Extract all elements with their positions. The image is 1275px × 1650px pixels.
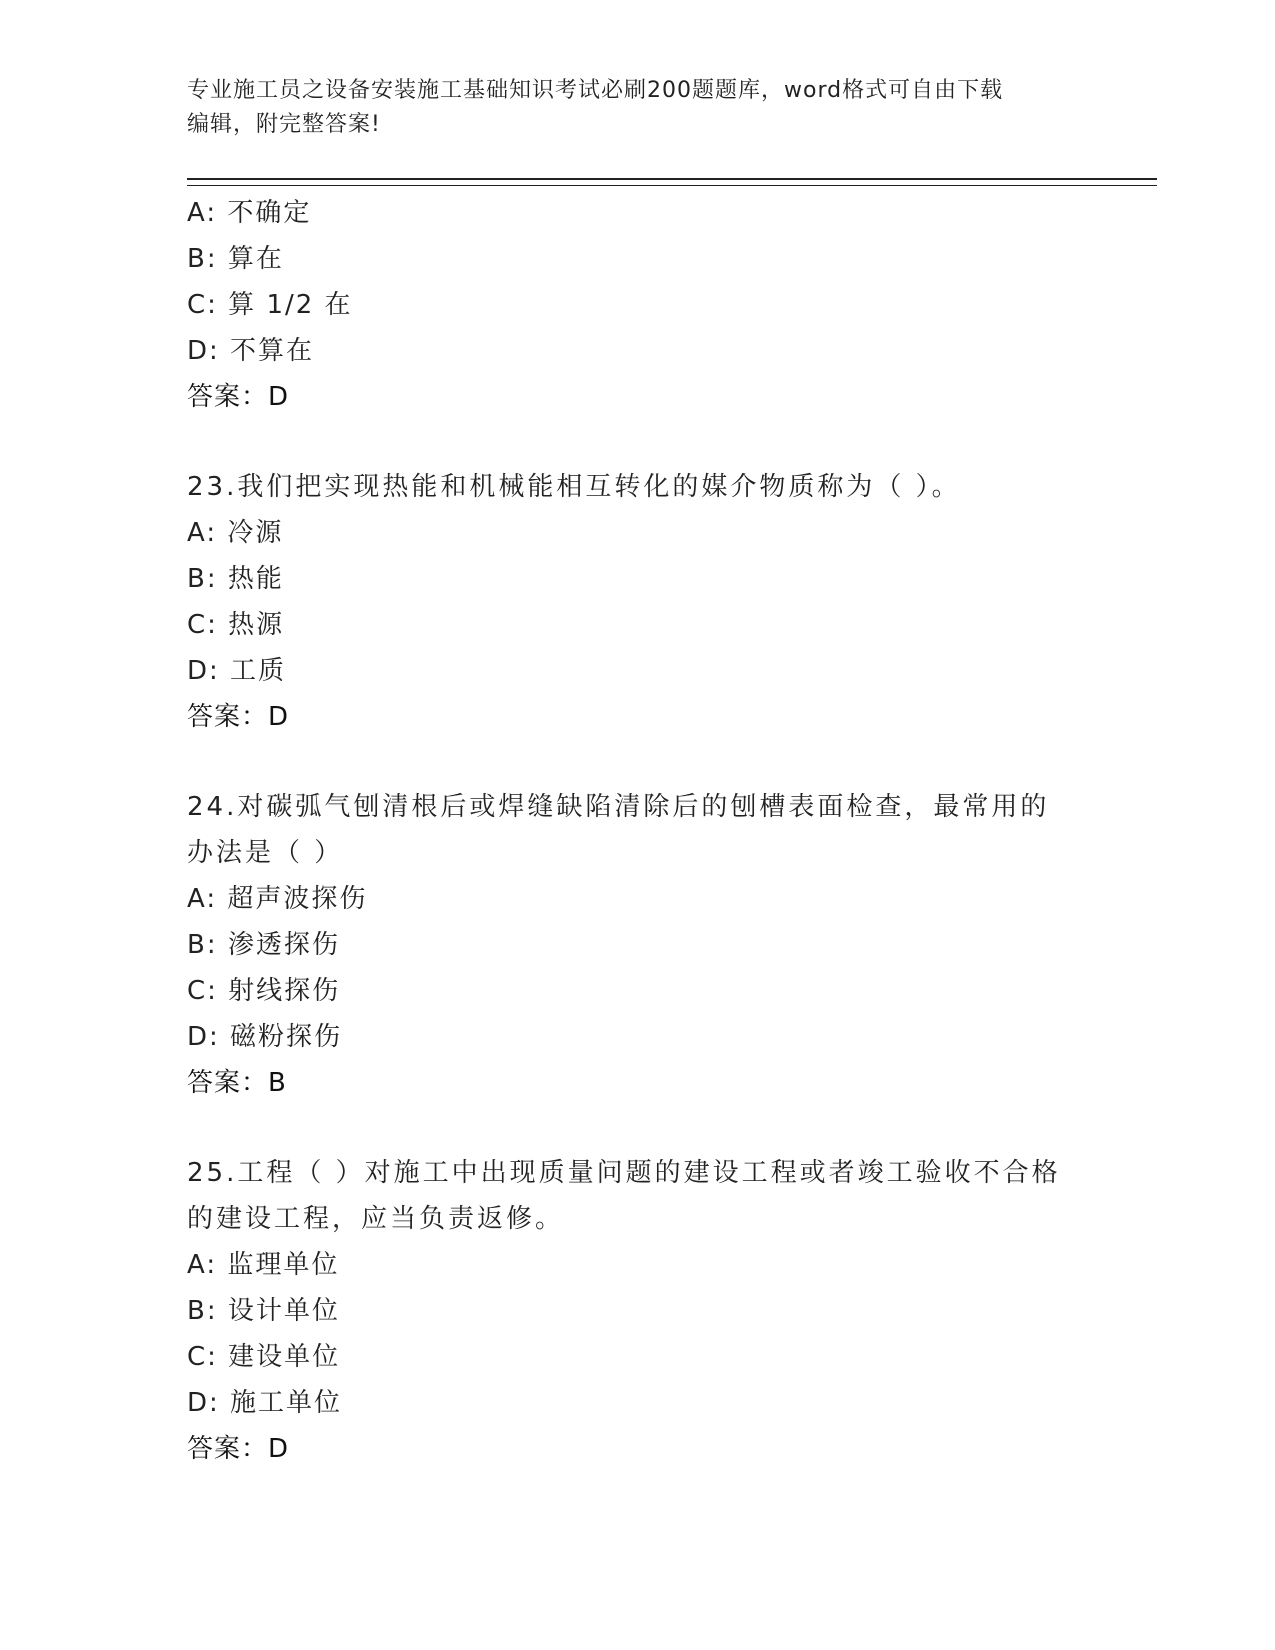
option-a: A: 监理单位 xyxy=(187,1250,340,1280)
question-25 xyxy=(187,1150,1157,1472)
option-b: B: 热能 xyxy=(187,564,284,594)
answer-line: 答案：D xyxy=(187,702,290,732)
header-line-2: 编辑，附完整答案! xyxy=(187,112,381,137)
option-c: C: 射线探伤 xyxy=(187,976,341,1006)
option-d: D: 不算在 xyxy=(187,336,315,366)
question-text: 24.对碳弧气刨清根后或焊缝缺陷清除后的刨槽表面检查，最常用的办法是（ ） xyxy=(187,792,1050,868)
question-23 xyxy=(187,464,1157,740)
header-line-1: 专业施工员之设备安装施工基础知识考试必刷200题题库，word格式可自由下载 xyxy=(187,78,1004,103)
option-b: B: 渗透探伤 xyxy=(187,930,340,960)
option-d: D: 工质 xyxy=(187,656,287,686)
question-24 xyxy=(187,784,1157,1106)
question-text: 25.工程（ ）对施工中出现质量问题的建设工程或者竣工验收不合格的建设工程，应当负责返修。 xyxy=(187,1158,1061,1234)
previous-question-block xyxy=(187,190,1157,420)
option-a: A: 超声波探伤 xyxy=(187,884,368,914)
option-b: B: 算在 xyxy=(187,244,284,274)
answer-line: 答案：D xyxy=(187,1434,290,1464)
option-d: D: 施工单位 xyxy=(187,1388,343,1418)
option-a: A: 冷源 xyxy=(187,518,284,548)
answer-line: 答案：D xyxy=(187,382,290,412)
option-d: D: 磁粉探伤 xyxy=(187,1022,343,1052)
document-page xyxy=(187,74,1157,1472)
option-c: C: 算 1/2 在 xyxy=(187,290,353,320)
document-header xyxy=(187,74,1067,142)
option-c: C: 热源 xyxy=(187,610,285,640)
option-b: B: 设计单位 xyxy=(187,1296,340,1326)
answer-line: 答案：B xyxy=(187,1068,287,1098)
option-c: C: 建设单位 xyxy=(187,1342,341,1372)
option-a: A: 不确定 xyxy=(187,198,312,228)
question-text: 23.我们把实现热能和机械能相互转化的媒介物质称为（ ）。 xyxy=(187,472,961,502)
header-divider xyxy=(187,178,1157,186)
